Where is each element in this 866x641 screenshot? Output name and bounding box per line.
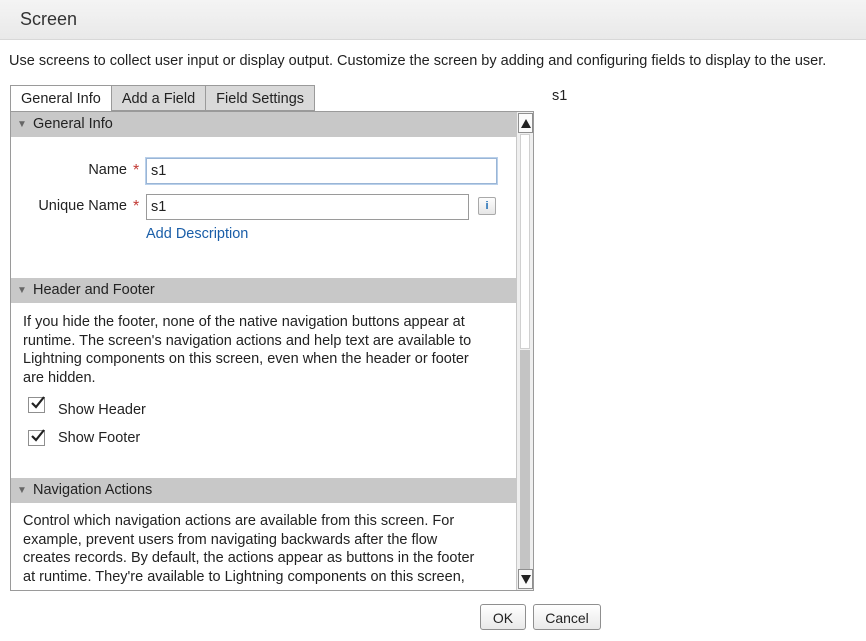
section-general-info-header[interactable] <box>11 112 516 137</box>
scroll-down-button[interactable] <box>518 569 533 589</box>
name-label: Name <box>88 162 127 178</box>
section-navigation-actions-header[interactable] <box>11 478 516 503</box>
dialog-title: Screen <box>20 9 78 29</box>
cancel-button[interactable]: Cancel <box>533 604 601 630</box>
triangle-down-icon: ▼ <box>17 285 27 296</box>
tab-add-a-field[interactable]: Add a Field <box>112 85 206 111</box>
add-description-link[interactable]: Add Description <box>146 226 249 242</box>
checkmark-icon <box>30 395 46 411</box>
unique-name-input[interactable] <box>146 194 469 220</box>
unique-name-required-marker: * <box>133 198 140 215</box>
screen-preview-label: s1 <box>552 88 568 104</box>
navigation-actions-description-line: creates records. By default, the actions appear as buttons in the footer <box>23 550 475 566</box>
ok-button[interactable]: OK <box>480 604 526 630</box>
checkmark-icon <box>30 428 46 444</box>
scrollbar-track[interactable] <box>520 350 530 570</box>
navigation-actions-description-line: Control which navigation actions are available from this screen. For <box>23 513 455 529</box>
arrow-down-icon <box>521 575 531 584</box>
arrow-up-icon <box>521 119 531 128</box>
triangle-down-icon: ▼ <box>17 485 27 496</box>
panel-content <box>11 112 516 590</box>
info-icon[interactable]: i <box>478 197 496 215</box>
navigation-actions-description-line: at runtime. They're available to Lightning components on this screen, <box>23 568 465 585</box>
navigation-actions-description <box>23 512 503 586</box>
dialog-titlebar <box>0 0 866 40</box>
section-general-info-title: General Info <box>33 116 113 132</box>
header-footer-description-line: If you hide the footer, none of the native navigation buttons appear at <box>23 314 465 330</box>
navigation-actions-description-line: example, prevent users from navigating backwards after the flow <box>23 531 438 548</box>
show-header-label: Show Header <box>58 402 146 418</box>
show-footer-label: Show Footer <box>58 430 141 446</box>
tab-field-settings[interactable]: Field Settings <box>206 85 315 111</box>
unique-name-label: Unique Name <box>38 198 127 214</box>
header-footer-description-line: are hidden. <box>23 369 96 386</box>
tab-general-info[interactable]: General Info <box>10 85 112 112</box>
show-header-checkbox[interactable] <box>28 397 45 413</box>
intro-text: Use screens to collect user input or display output. Customize the screen by adding and configuring fields to display to the user. <box>9 53 827 69</box>
section-header-footer-header[interactable] <box>11 278 516 303</box>
section-navigation-actions-title: Navigation Actions <box>33 482 153 498</box>
header-footer-description-line: Lightning components on this screen, even when the header or footer <box>23 351 469 367</box>
triangle-down-icon: ▼ <box>17 119 27 130</box>
header-footer-description-line: runtime. The screen's navigation actions and help text are available to <box>23 332 472 349</box>
header-footer-description <box>23 313 503 387</box>
scroll-up-button[interactable] <box>518 113 533 133</box>
panel-scrollbar[interactable] <box>516 112 533 590</box>
name-input[interactable] <box>146 158 497 184</box>
scrollbar-thumb[interactable] <box>520 134 530 349</box>
show-footer-checkbox[interactable] <box>28 430 45 446</box>
section-header-footer-title: Header and Footer <box>33 282 155 298</box>
properties-panel <box>10 111 534 591</box>
name-required-marker: * <box>133 162 140 179</box>
tab-bar <box>10 85 315 112</box>
